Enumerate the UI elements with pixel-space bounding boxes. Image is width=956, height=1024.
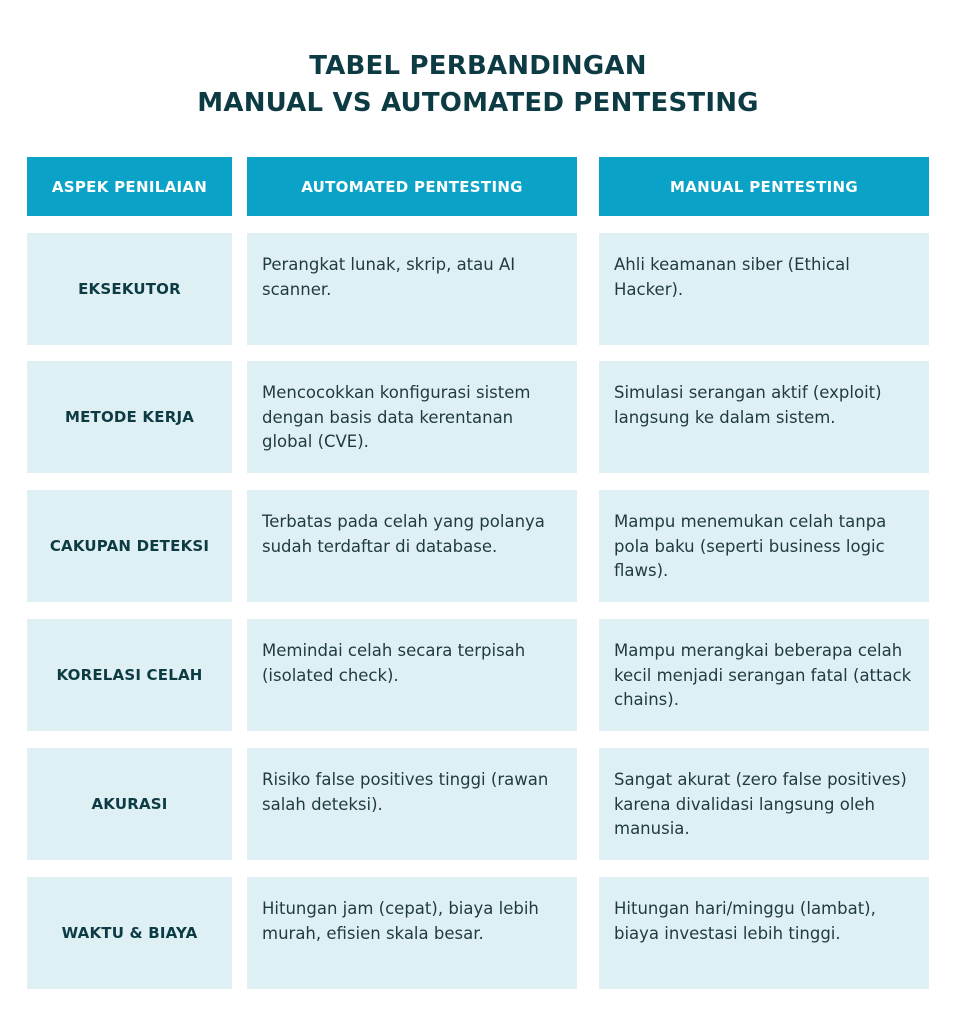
- row-manual-metode-kerja: Simulasi serangan aktif (exploit) langsung ke dalam sistem.: [599, 361, 929, 473]
- page-title: [0, 48, 956, 122]
- row-aspect-korelasi-celah: KORELASI CELAH: [27, 619, 232, 731]
- title-line-2: MANUAL VS AUTOMATED PENTESTING: [197, 88, 759, 118]
- row-manual-akurasi: Sangat akurat (zero false positives) karena divalidasi langsung oleh manusia.: [599, 748, 929, 860]
- row-automated-cakupan-deteksi: Terbatas pada celah yang polanya sudah terdaftar di database.: [247, 490, 577, 602]
- row-manual-korelasi-celah: Mampu merangkai beberapa celah kecil menjadi serangan fatal (attack chains).: [599, 619, 929, 731]
- row-aspect-waktu-biaya: WAKTU & BIAYA: [27, 877, 232, 989]
- row-manual-cakupan-deteksi: Mampu menemukan celah tanpa pola baku (seperti business logic flaws).: [599, 490, 929, 602]
- row-aspect-akurasi: AKURASI: [27, 748, 232, 860]
- row-manual-waktu-biaya: Hitungan hari/minggu (lambat), biaya investasi lebih tinggi.: [599, 877, 929, 989]
- row-manual-eksekutor: Ahli keamanan siber (Ethical Hacker).: [599, 233, 929, 345]
- header-automated: AUTOMATED PENTESTING: [247, 157, 577, 216]
- row-automated-korelasi-celah: Memindai celah secara terpisah (isolated check).: [247, 619, 577, 731]
- row-aspect-metode-kerja: METODE KERJA: [27, 361, 232, 473]
- row-aspect-cakupan-deteksi: CAKUPAN DETEKSI: [27, 490, 232, 602]
- row-automated-metode-kerja: Mencocokkan konfigurasi sistem dengan basis data kerentanan global (CVE).: [247, 361, 577, 473]
- row-automated-waktu-biaya: Hitungan jam (cepat), biaya lebih murah, efisien skala besar.: [247, 877, 577, 989]
- row-aspect-eksekutor: EKSEKUTOR: [27, 233, 232, 345]
- header-aspect: ASPEK PENILAIAN: [27, 157, 232, 216]
- row-automated-akurasi: Risiko false positives tinggi (rawan salah deteksi).: [247, 748, 577, 860]
- header-manual: MANUAL PENTESTING: [599, 157, 929, 216]
- title-line-1: TABEL PERBANDINGAN: [309, 51, 647, 81]
- row-automated-eksekutor: Perangkat lunak, skrip, atau AI scanner.: [247, 233, 577, 345]
